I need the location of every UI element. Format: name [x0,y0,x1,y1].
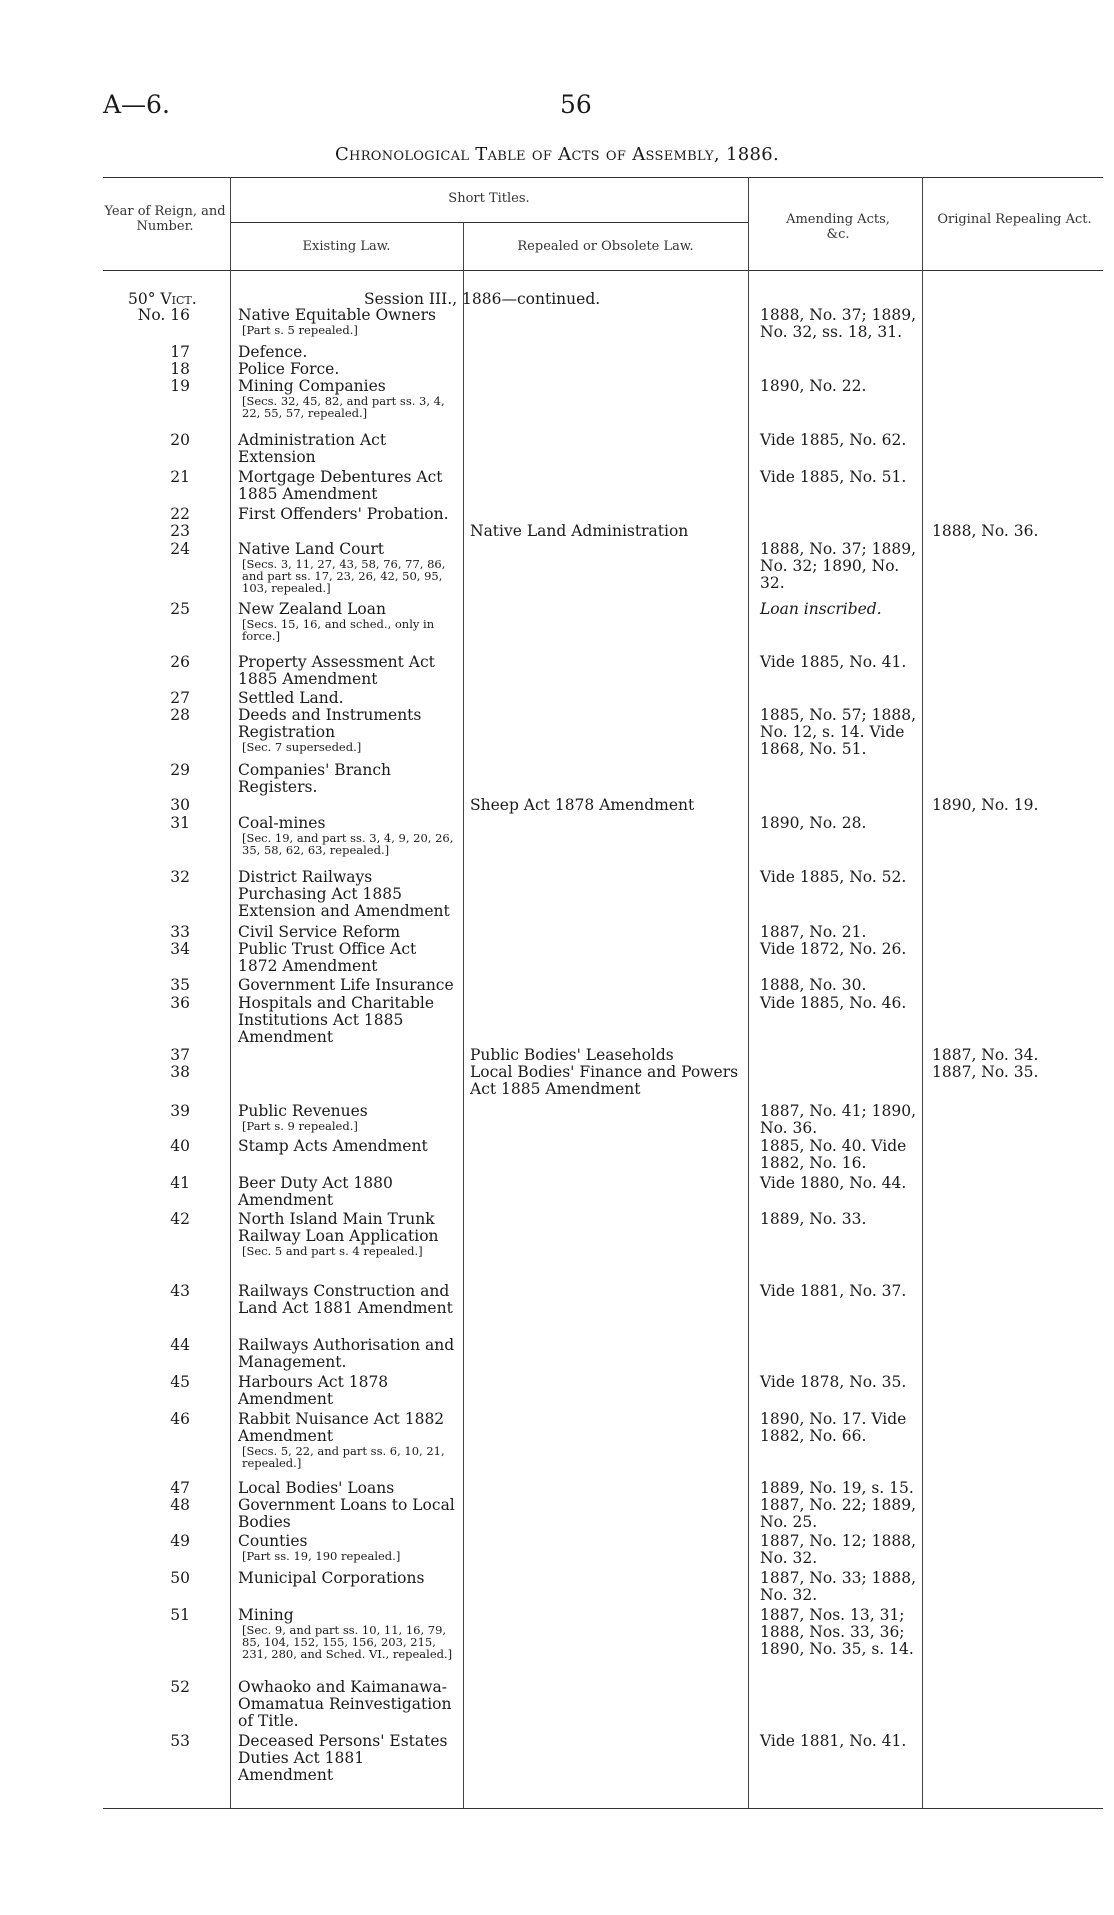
row-number: 42 [170,1210,190,1228]
amending-acts: Vide 1880, No. 44. [760,1174,907,1192]
existing-law: Property Assessment Act 1885 Amendment [238,653,435,688]
amending-acts: 1890, No. 22. [760,377,867,395]
amending-acts: Vide 1881, No. 41. [760,1732,907,1750]
row-note: [Secs. 3, 11, 27, 43, 58, 76, 77, 86, and part ss. 17, 23, 26, 42, 50, 95, 103, repealed.] [242,557,446,595]
row-number: 39 [170,1102,190,1120]
existing-law: Government Loans to Local Bodies [238,1496,455,1531]
existing-law: Defence. [238,343,308,361]
amending-acts: 1887, No. 21. [760,923,867,941]
page-number: 56 [560,90,592,119]
row-number: 51 [170,1606,190,1624]
row-number: 17 [170,343,190,361]
table-top-rule [103,177,1103,178]
header-year: Year of Reign, and Number. [104,204,226,234]
row-number: 48 [170,1496,190,1514]
row-number: 37 [170,1046,190,1064]
existing-law: First Offenders' Probation. [238,505,449,523]
page-title: Chronological Table of Acts of Assembly, 1886. [334,144,779,165]
col-divider-4 [922,177,923,1808]
row-number: 34 [170,940,190,958]
row-note: [Sec. 7 superseded.] [242,740,362,754]
row-number: 22 [170,505,190,523]
existing-law: Coal-mines [238,814,326,832]
amending-acts: Vide 1881, No. 37. [760,1282,907,1300]
row-note: [Secs. 5, 22, and part ss. 6, 10, 21, repealed.] [242,1444,445,1470]
row-number: 26 [170,653,190,671]
amending-acts: 1889, No. 19, s. 15. [760,1479,914,1497]
amending-acts: 1889, No. 33. [760,1210,867,1228]
header-bottom-rule [103,270,1103,271]
row-number: 32 [170,868,190,886]
existing-law: Deceased Persons' Estates Duties Act 1881 Amendment [238,1732,448,1784]
row-note: [Sec. 5 and part s. 4 repealed.] [242,1244,423,1258]
existing-law: New Zealand Loan [238,600,386,618]
existing-law: Settled Land. [238,689,344,707]
row-number: 41 [170,1174,190,1192]
row-number: 21 [170,468,190,486]
original-repealing-act: 1887, No. 35. [932,1063,1039,1081]
existing-law: North Island Main Trunk Railway Loan Application [238,1210,439,1245]
row-number: No. 16 [137,306,190,324]
existing-law: Police Force. [238,360,340,378]
row-number: 24 [170,540,190,558]
original-repealing-act: 1888, No. 36. [932,522,1039,540]
existing-law: Railways Construction and Land Act 1881 Amendment [238,1282,453,1317]
header-repealed: Repealed or Obsolete Law. [517,239,694,254]
amending-acts: 1888, No. 37; 1889, No. 32, ss. 18, 31. [760,306,917,341]
repealed-law: Sheep Act 1878 Amendment [470,796,695,814]
existing-law: Harbours Act 1878 Amendment [238,1373,389,1408]
row-number: 19 [170,377,190,395]
existing-law: Owhaoko and Kaimanawa-Omamatua Reinvestigation of Title. [238,1678,452,1730]
amending-acts: Vide 1885, No. 46. [760,994,907,1012]
row-number: 29 [170,761,190,779]
existing-law: Native Land Court [238,540,385,558]
session-vict: 50° Vict. [128,290,197,308]
row-note: [Secs. 32, 45, 82, and part ss. 3, 4, 22, 55, 57, repealed.] [242,394,445,420]
amending-acts: 1887, Nos. 13, 31; 1888, Nos. 33, 36; 1890, No. 35, s. 14. [760,1606,914,1658]
row-number: 28 [170,706,190,724]
amending-acts: Vide 1885, No. 52. [760,868,907,886]
existing-law: Mortgage Debentures Act 1885 Amendment [238,468,443,503]
col-divider-2 [463,222,464,1808]
header-original: Original Repealing Act. [937,212,1092,227]
repealed-law: Public Bodies' Leaseholds [470,1046,674,1064]
row-number: 38 [170,1063,190,1081]
row-number: 31 [170,814,190,832]
original-repealing-act: 1887, No. 34. [932,1046,1039,1064]
repealed-law: Local Bodies' Finance and Powers Act 1885 Amendment [470,1063,739,1098]
existing-law: Counties [238,1532,308,1550]
amending-acts: 1887, No. 41; 1890, No. 36. [760,1102,917,1137]
row-number: 27 [170,689,190,707]
existing-law: Hospitals and Charitable Institutions Act 1885 Amendment [238,994,435,1046]
row-number: 35 [170,976,190,994]
existing-law: Rabbit Nuisance Act 1882 Amendment [238,1410,445,1445]
existing-law: Deeds and Instruments Registration [238,706,422,741]
row-note: [Part s. 5 repealed.] [242,323,358,337]
existing-law: Public Trust Office Act 1872 Amendment [238,940,417,975]
col-divider-3 [748,177,749,1808]
repealed-law: Native Land Administration [470,522,689,540]
existing-law: Mining Companies [238,377,386,395]
amending-acts: 1885, No. 40. Vide 1882, No. 16. [760,1137,907,1172]
row-note: [Sec. 9, and part ss. 10, 11, 16, 79, 85, 104, 152, 155, 156, 203, 215, 231, 280, and Sched. VI., repealed.] [242,1623,453,1661]
amending-acts: 1888, No. 30. [760,976,867,994]
existing-law: Municipal Corporations [238,1569,425,1587]
row-number: 52 [170,1678,190,1696]
row-number: 30 [170,796,190,814]
row-number: 43 [170,1282,190,1300]
header-mid-rule [230,222,748,223]
row-number: 25 [170,600,190,618]
existing-law: Mining [238,1606,294,1624]
original-repealing-act: 1890, No. 19. [932,796,1039,814]
row-number: 53 [170,1732,190,1750]
row-number: 50 [170,1569,190,1587]
row-number: 47 [170,1479,190,1497]
row-number: 33 [170,923,190,941]
row-number: 44 [170,1336,190,1354]
row-number: 23 [170,522,190,540]
session-label: Session III., 1886—continued. [364,290,601,308]
amending-acts: Vide 1885, No. 51. [760,468,907,486]
row-number: 49 [170,1532,190,1550]
existing-law: Stamp Acts Amendment [238,1137,428,1155]
amending-acts: 1888, No. 37; 1889, No. 32; 1890, No. 32. [760,540,917,592]
row-number: 40 [170,1137,190,1155]
existing-law: Railways Authorisation and Management. [238,1336,455,1371]
header-amending: Amending Acts, &c. [786,212,890,242]
col-divider-1 [230,177,231,1808]
existing-law: Beer Duty Act 1880 Amendment [238,1174,393,1209]
header-short-titles: Short Titles. [448,191,530,206]
row-number: 20 [170,431,190,449]
row-note: [Part s. 9 repealed.] [242,1119,358,1133]
row-number: 46 [170,1410,190,1428]
amending-acts: 1890, No. 28. [760,814,867,832]
existing-law: Administration Act Extension [238,431,387,466]
amending-acts: Loan inscribed. [760,600,882,618]
existing-law: Civil Service Reform [238,923,401,941]
row-note: [Secs. 15, 16, and sched., only in force.] [242,617,435,643]
existing-law: Native Equitable Owners [238,306,436,324]
table-bottom-rule [103,1808,1103,1809]
row-number: 36 [170,994,190,1012]
amending-acts: 1885, No. 57; 1888, No. 12, s. 14. Vide 1868, No. 51. [760,706,917,758]
row-note: [Sec. 19, and part ss. 3, 4, 9, 20, 26, 35, 58, 62, 63, repealed.] [242,831,454,857]
existing-law: District Railways Purchasing Act 1885 Extension and Amendment [238,868,450,920]
amending-acts: Vide 1885, No. 41. [760,653,907,671]
row-note: [Part ss. 19, 190 repealed.] [242,1549,401,1563]
row-number: 45 [170,1373,190,1391]
amending-acts: Vide 1885, No. 62. [760,431,907,449]
amending-acts: 1887, No. 12; 1888, No. 32. [760,1532,917,1567]
amending-acts: 1887, No. 22; 1889, No. 25. [760,1496,917,1531]
existing-law: Companies' Branch Registers. [238,761,391,796]
amending-acts: 1887, No. 33; 1888, No. 32. [760,1569,917,1604]
page-id: A—6. [103,90,170,119]
existing-law: Government Life Insurance [238,976,454,994]
row-number: 18 [170,360,190,378]
existing-law: Public Revenues [238,1102,368,1120]
amending-acts: Vide 1872, No. 26. [760,940,907,958]
header-existing: Existing Law. [302,239,391,254]
existing-law: Local Bodies' Loans [238,1479,395,1497]
amending-acts: Vide 1878, No. 35. [760,1373,907,1391]
amending-acts: 1890, No. 17. Vide 1882, No. 66. [760,1410,907,1445]
